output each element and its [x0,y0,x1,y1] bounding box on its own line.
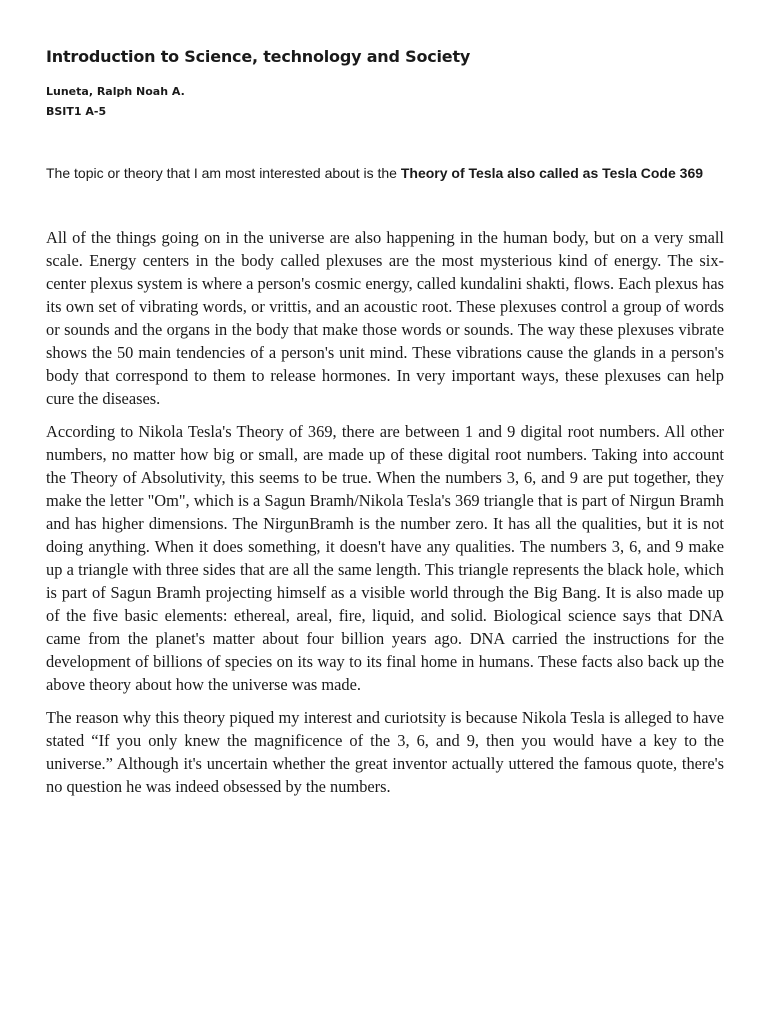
topic-statement [46,160,724,186]
topic-emphasis: Theory of Tesla also called as Tesla Code 369 [400,165,704,181]
paragraph-2: According to Nikola Tesla's Theory of 369, there are between 1 and 9 digital root numbers. All other numbers, no matter how big or small, are made up of these digital root numbers. Taking into account the Theory of Absolutivity, this seems to be true. When the numbers 3, 6, and 9 are put together, they make the letter "Om", which is a Sagun Bramh/Nikola Tesla's 369 triangle that is part of Nirgun Bramh and has higher dimensions. The NirgunBramh is the number zero. It has all the qualities, but it is not doing anything. When it does something, it doesn't have any qualities. The numbers 3, 6, and 9 make up a triangle with three sides that are all the same length. This triangle represents the black hole, which is part of Sagun Bramh projecting himself as a visible world through the Big Bang. It is also made up of the five basic elements: ethereal, areal, fire, liquid, and solid. Biological science says that DNA came from the planet's matter about four billion years ago. DNA carried the instructions for the development of billions of species on its way to its final home in humans. These facts also back up the above theory about how the universe was made. [46,422,724,694]
author-name: Luneta, Ralph Noah A. [46,85,185,98]
essay-body [46,226,724,798]
paragraph-1: All of the things going on in the universe are also happening in the human body, but on a very small scale. Energy centers in the body called plexuses are the most mysterious kind of energy. The six-center plexus system is where a person's cosmic energy, called kundalini shakti, flows. Each plexus has its own set of vibrating words, or vrittis, and an acoustic root. These plexuses control a group of words or sounds and the organs in the body that make those words or sounds. The way these plexuses vibrate shows the 50 main tendencies of a person's unit mind. These vibrations cause the glands in a person's body that correspond to them to release hormones. In very important ways, these plexuses can help cure the diseases. [46,228,724,408]
document-page [46,44,724,808]
topic-prefix: The topic or theory that I am most interested about is the [46,165,401,181]
class-section: BSIT1 A-5 [46,105,107,118]
document-title: Introduction to Science, technology and Society [46,47,471,66]
paragraph-3: The reason why this theory piqued my interest and curiotsity is because Nikola Tesla is alleged to have stated “If you only knew the magnificence of the 3, 6, and 9, then you would have a key to the universe.” Although it's uncertain whether the great inventor actually uttered the famous quote, there's no question he was indeed obsessed by the numbers. [46,708,724,796]
